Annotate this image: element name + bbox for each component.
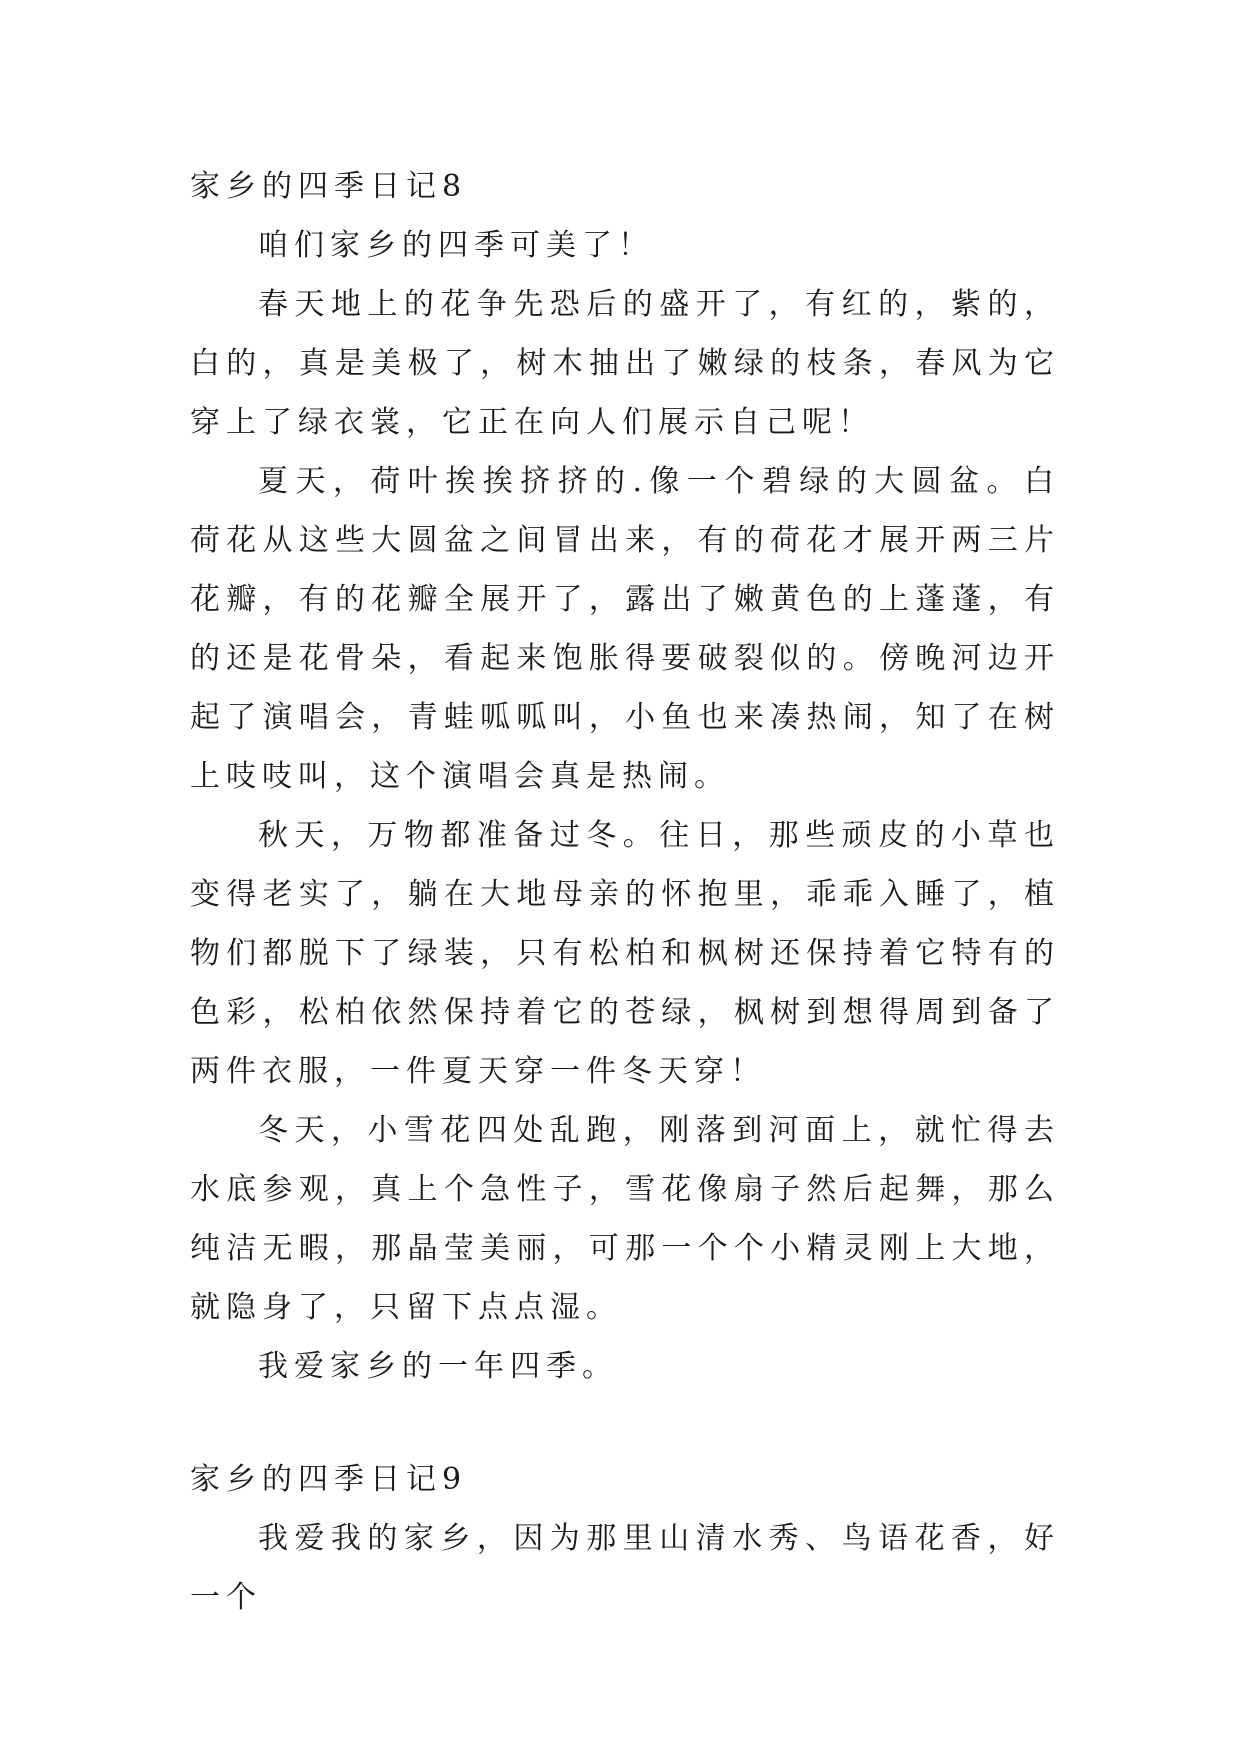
paragraph: 秋天，万物都准备过冬。往日，那些顽皮的小草也变得老实了，躺在大地母亲的怀抱里，乖乖入睡了，植物们都脱下了绿装，只有松柏和枫树还保持着它特有的色彩，松柏依然保持着它的苍绿，枫树到想得周到备了两件衣服，一件夏天穿一件冬天穿！ (190, 818, 1060, 1089)
paragraph: 夏天，荷叶挨挨挤挤的.像一个碧绿的大圆盆。白荷花从这些大圆盆之间冒出来，有的荷花才展开两三片花瓣，有的花瓣全展开了，露出了嫩黄色的上蓬蓬，有的还是花骨朵，看起来饱胀得要破裂似的。傍晚河边开起了演唱会，青蛙呱呱叫，小鱼也来凑热闹，知了在树上吱吱叫，这个演唱会真是热闹。 (190, 464, 1060, 794)
entry-body (190, 216, 1060, 1396)
paragraph: 咱们家乡的四季可美了！ (258, 228, 654, 263)
paragraph: 春天地上的花争先恐后的盛开了，有红的，紫的，白的，真是美极了，树木抽出了嫩绿的枝条，春风为它穿上了绿衣裳，它正在向人们展示自己呢！ (190, 287, 1060, 440)
paragraph: 我爱我的家乡，因为那里山清水秀、鸟语花香，好一个 (190, 1521, 1060, 1615)
entry-body (190, 1509, 1060, 1627)
entry-title: 家乡的四季日记9 (190, 1462, 468, 1497)
paragraph: 冬天，小雪花四处乱跑，刚落到河面上，就忙得去水底参观，真上个急性子，雪花像扇子然后起舞，那么纯洁无暇，那晶莹美丽，可那一个个小精灵刚上大地，就隐身了，只留下点点湿。 (190, 1113, 1060, 1325)
paragraph: 我爱家乡的一年四季。 (258, 1349, 618, 1384)
entry-title: 家乡的四季日记8 (190, 169, 468, 204)
